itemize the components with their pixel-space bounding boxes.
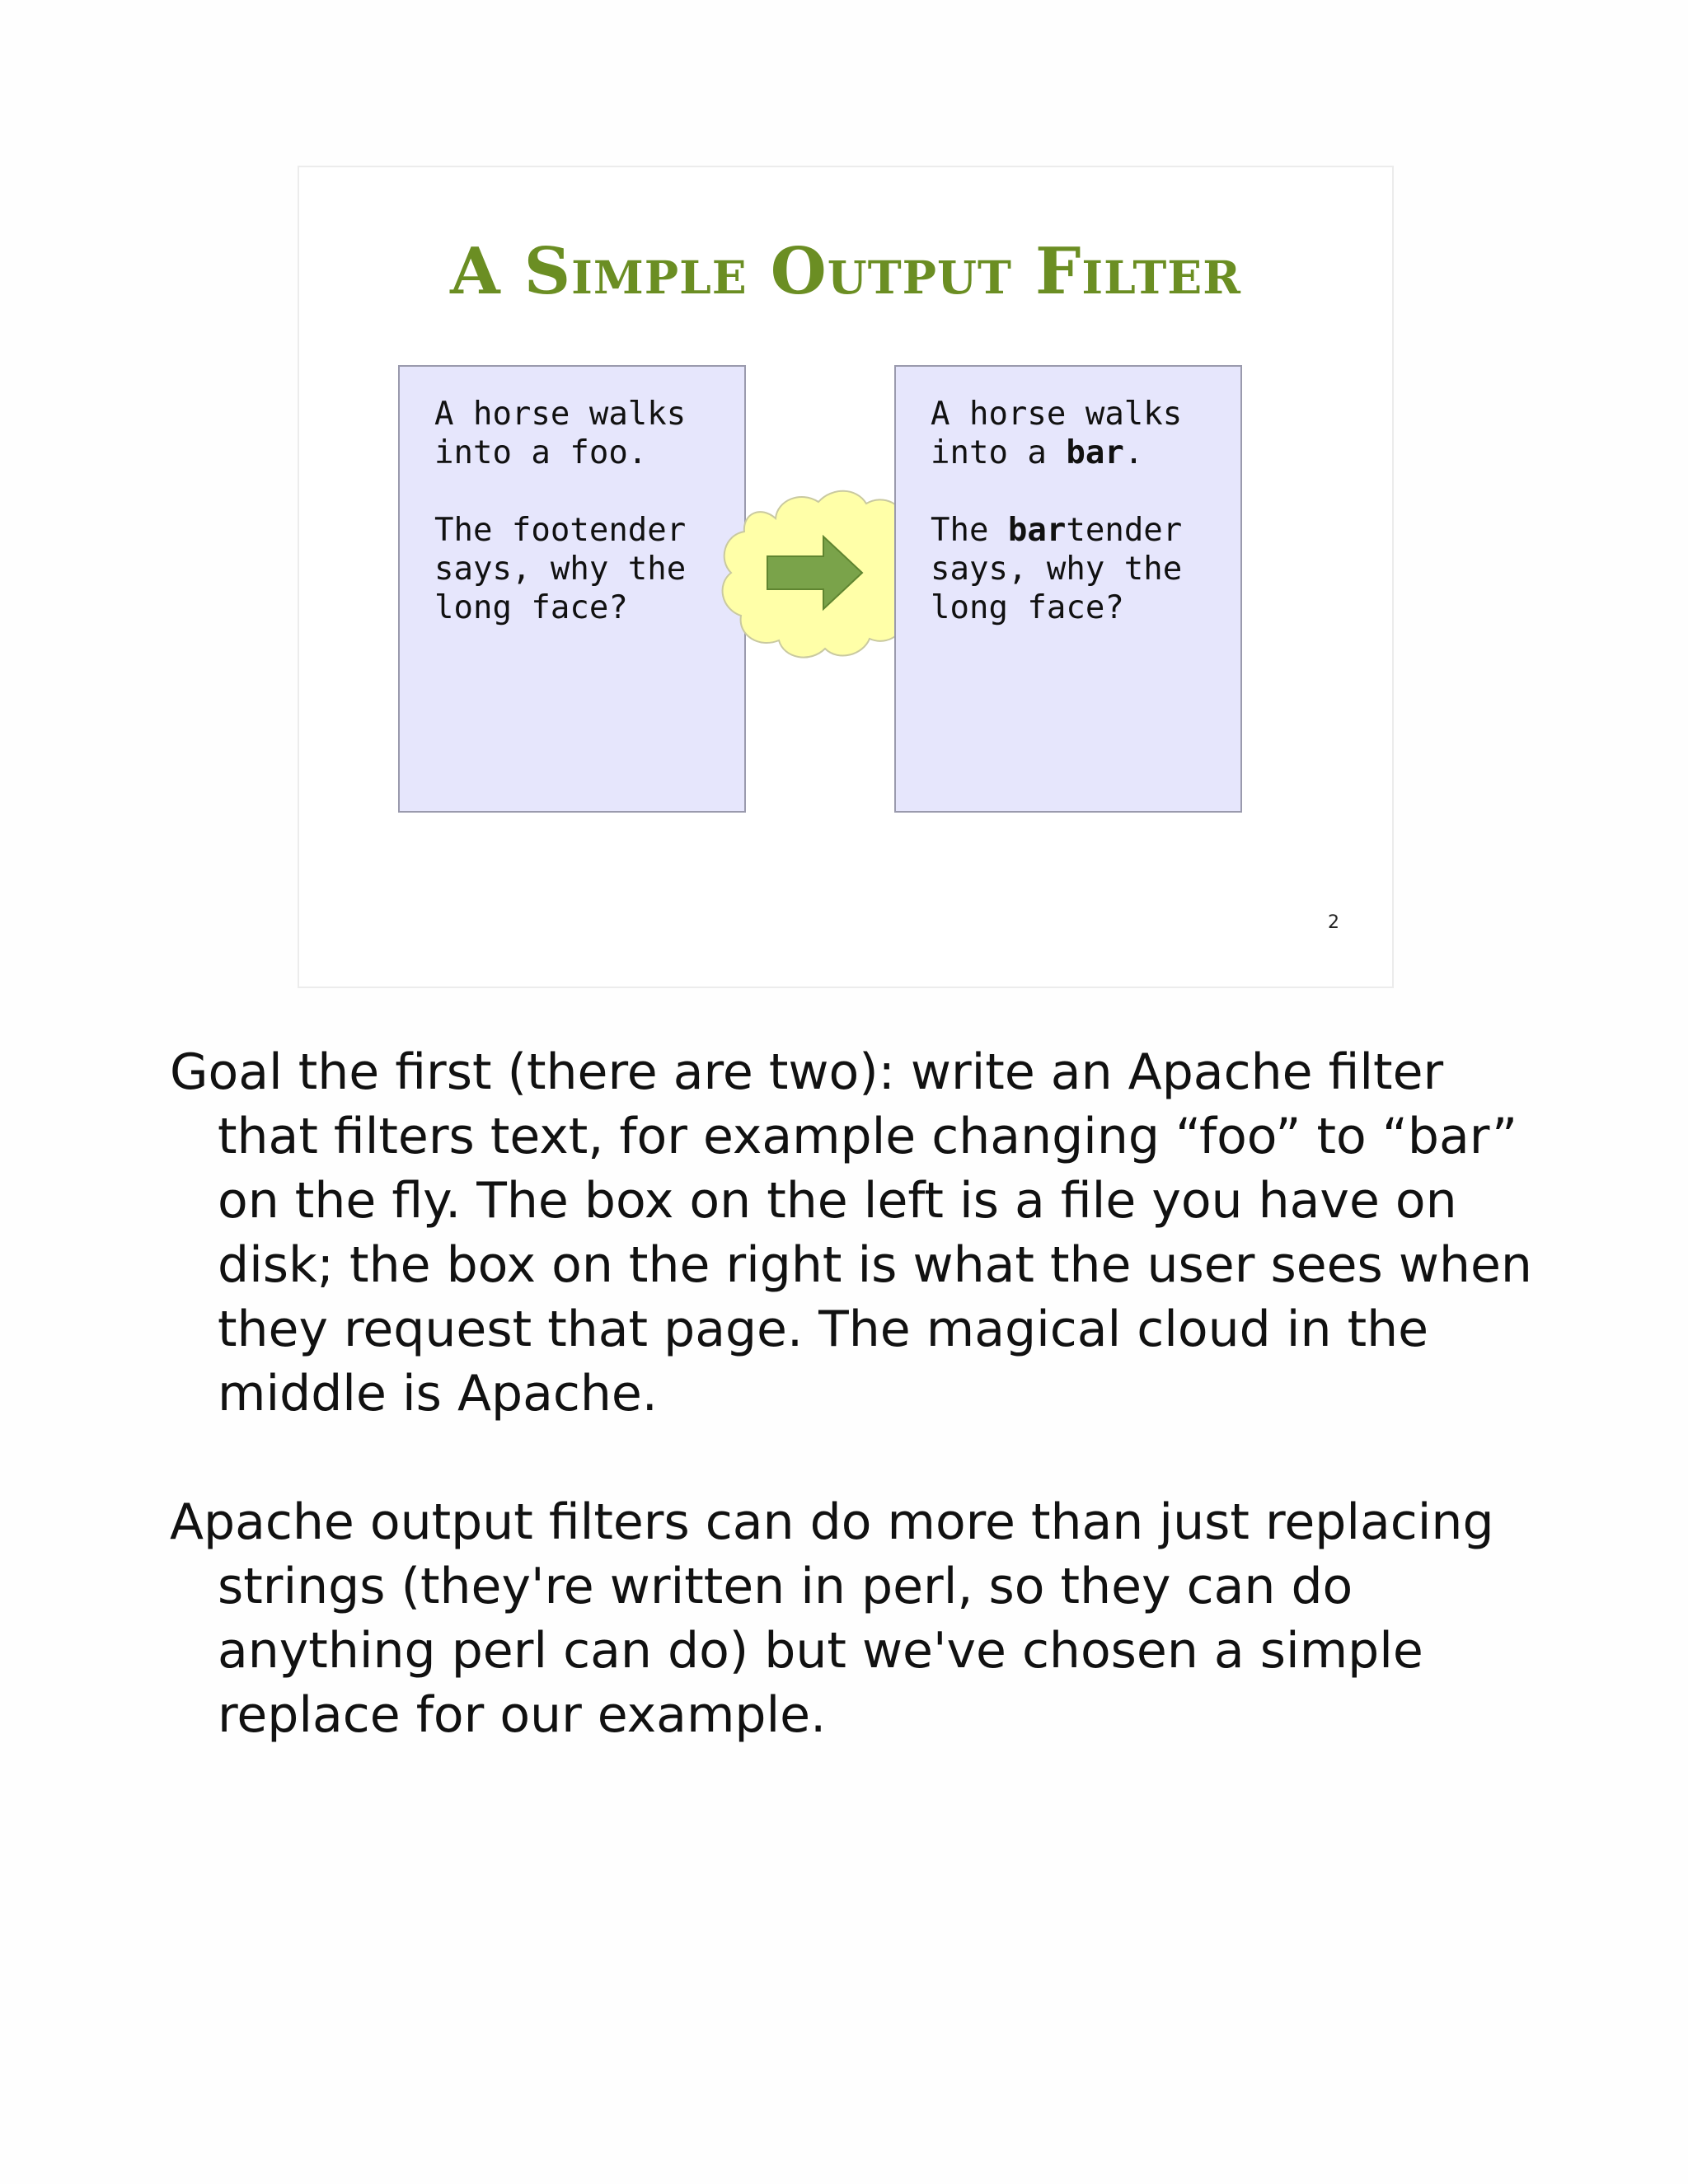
output-line-2-prefix: into a (931, 434, 1067, 471)
speaker-notes (170, 1040, 1538, 1747)
notes-paragraph-1: Goal the first (there are two): write an Apache filter that filters text, for example changing “foo” to “bar” on the fly. The box on the left is a file you have on disk; the box on the right is what the user sees when they request that page. The magical cloud in the middle is Apache. (170, 1043, 1532, 1422)
output-line-3: The bartender (931, 512, 1183, 549)
notes-paragraph-2: Apache output filters can do more than just replacing strings (they're written in perl, so they can do anything perl can do) but we've chosen a simple replace for our example. (170, 1493, 1494, 1744)
output-line-2-suffix: . (1123, 434, 1144, 471)
input-paragraph-2 (434, 511, 744, 627)
input-file-box (398, 365, 746, 813)
slide-page-number: 2 (1328, 912, 1339, 933)
output-line-2 (931, 434, 1143, 471)
slide-title: A Simple Output Filter (450, 234, 1241, 309)
output-paragraph-1 (931, 395, 1240, 472)
input-line-3: The footender (434, 512, 687, 549)
input-paragraph-1 (434, 395, 744, 472)
input-line-2: into a foo. (434, 434, 648, 471)
input-line-5: long face? (434, 589, 628, 626)
output-line-2-bold: bar (1066, 434, 1124, 471)
output-paragraph-2 (931, 511, 1240, 627)
arrow-right-cloud-icon (718, 485, 924, 665)
output-line-3-suffix: tender (1066, 512, 1183, 549)
slide (298, 166, 1394, 988)
input-line-1: A horse walks (434, 396, 687, 433)
output-line-5: long face? (931, 589, 1124, 626)
output-line-1: A horse walks (931, 396, 1183, 433)
output-line-4: says, why the (931, 551, 1183, 588)
input-line-4: says, why the (434, 551, 687, 588)
output-line-3-bold: bar (1007, 512, 1067, 549)
output-page-box (894, 365, 1242, 813)
